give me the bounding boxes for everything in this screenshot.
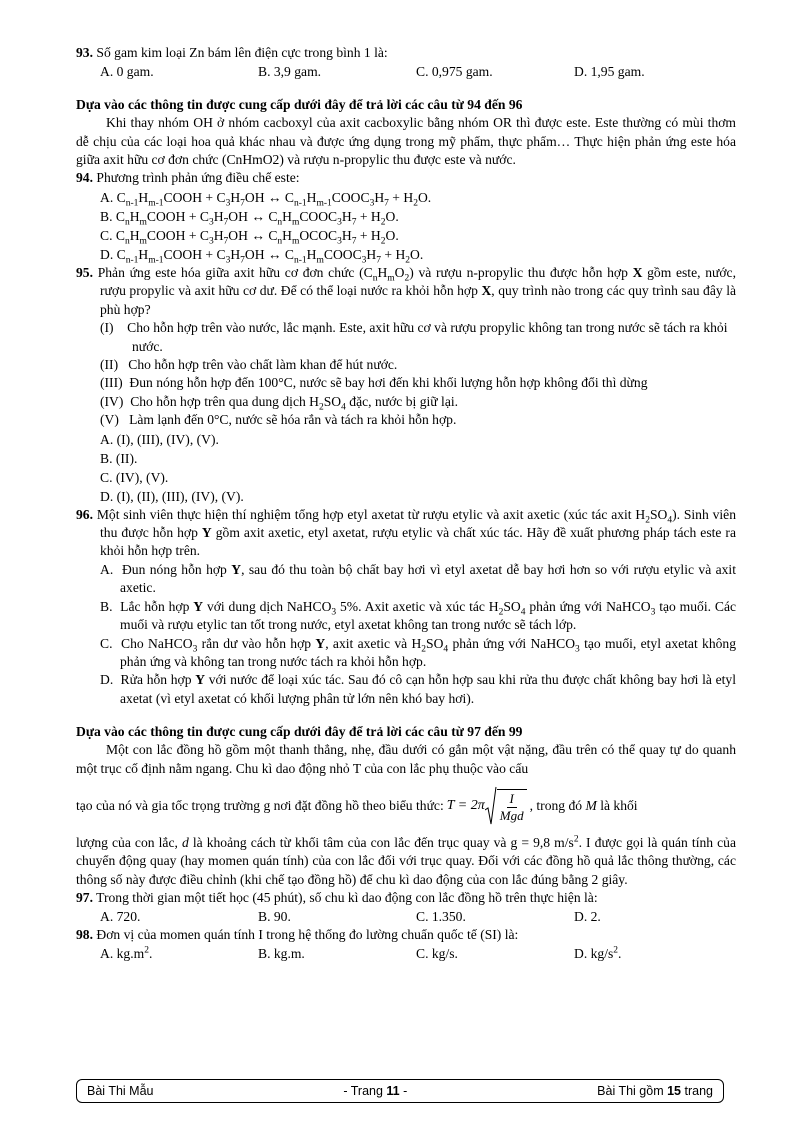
question-93 xyxy=(76,44,736,63)
option-b: B. Lắc hỗn hợp Y với dung dịch NaHCO$_3$ 5%. Axit axetic và xúc tác $H_2SO_4$ phản ứng với NaHCO$_3$ tạo muối. Các muối và rượu etylic tan tốt trong nước, etyl axetat không tan trong nước sẽ tách lớp. xyxy=(100,598,737,633)
footer-total-suffix: trang xyxy=(681,1084,713,1098)
option-d: D. Rửa hỗn hợp Y với nước để loại xúc tác. Sau đó cô cạn hỗn hợp sau khi rửa thu được chất không bay hơi là etyl axetat (vì etyl axetat có khối lượng phân tử lớn nên khó bay hơi). xyxy=(100,672,736,706)
footer-page-number xyxy=(343,1084,407,1098)
footer-left: Bài Thi Mẫu xyxy=(87,1084,154,1098)
question-text: Số gam kim loại Zn bám lên điện cực trong bình 1 là: xyxy=(93,45,388,60)
footer-total-prefix: Bài Thi gồm xyxy=(597,1084,668,1098)
formula-suffix: , trong đó M là khối xyxy=(529,797,638,813)
option-c: C. Cho NaHCO$_3$ rắn dư vào hỗn hợp Y, axit axetic và $H_2SO_4$ phản ứng với NaHCO$_3$ tạo muối, etyl axetat không phản ứng và không tan trong nước tách ra khỏi hỗn hợp. xyxy=(100,635,737,669)
exam-page xyxy=(76,44,736,964)
question-94 xyxy=(76,169,736,188)
question-95: 95. Phản ứng este hóa giữa axit hữu cơ đơn chức $(C_nH_mO_2)$ và rượu n-propylic thu được hỗn hợp X gồm este, nước, rượu propylic và axit hữu cơ dư. Để có thể loại nước ra khỏi hỗn hợp X, quy trình nào trong các quy trình sau đây là phù hợp? xyxy=(76,265,737,317)
option-a: A. $C_{n-1}H_{m-1}COOH + C_3H_7OH$ ↔ $C_{n-1}H_{m-1}COOC_3H_7 + H_2O$. xyxy=(100,190,432,209)
question-number: 98. xyxy=(76,927,93,943)
question-text: Trong thời gian một tiết học (45 phút), số chu kì dao động con lắc đồng hồ trên thực hiện là: xyxy=(93,890,598,906)
step-5: (V) Làm lạnh đến 0°C, nước sẽ hóa rắn và tách ra khỏi hỗn hợp. xyxy=(100,412,457,428)
option-b: B. kg.m. xyxy=(258,945,305,961)
option-b: B. 90. xyxy=(258,908,291,924)
question-96: 96. Một sinh viên thực hiện thí nghiệm tổng hợp etyl axetat từ rượu etylic và axit axetic (xúc tác axit $H_2SO_4$). Sinh viên thu được hỗn hợp Y gồm axit axetic, etyl axetat, rượu etylic và chất xúc tác. Hãy đề xuất phương pháp tách este ra khỏi hỗn hợp trên. xyxy=(76,506,736,559)
step-1: (I) Cho hỗn hợp trên vào nước, lắc mạnh. Este, axit hữu cơ và rượu propylic không tan trong nước sẽ tách ra khỏi nước. xyxy=(100,320,728,354)
question-98 xyxy=(76,926,736,945)
sqrt-sign xyxy=(485,786,527,826)
page-footer xyxy=(76,1079,724,1103)
question-number: 96. xyxy=(76,506,93,522)
option-c: C. 1.350. xyxy=(416,908,466,924)
option-a: A. 720. xyxy=(100,908,141,924)
step-4: (IV) Cho hỗn hợp trên qua dung dịch $H_2SO_4$ đặc, nước bị giữ lại. xyxy=(100,393,459,413)
option-d: D. $kg/s^2$. xyxy=(574,945,622,961)
option-c: C. (IV), (V). xyxy=(100,469,169,485)
option-a: A. $kg.m^2$. xyxy=(100,945,153,961)
options-93 xyxy=(76,63,736,82)
question-number: 97. xyxy=(76,890,93,906)
options-97 xyxy=(76,908,736,927)
question-number: 95. xyxy=(76,265,93,280)
option-d: D. 2. xyxy=(574,908,601,924)
question-number: 94. xyxy=(76,170,93,186)
question-97 xyxy=(76,889,736,908)
option-b: B. (II). xyxy=(100,450,138,466)
option-b: B. 3,9 gam. xyxy=(258,63,322,79)
question-text: Đơn vị của momen quán tính I trong hệ thống đo lường chuẩn quốc tế (SI) là: xyxy=(93,927,519,943)
question-text: Phương trình phản ứng điều chế este: xyxy=(93,170,300,186)
footer-page-suffix: - xyxy=(399,1084,408,1098)
option-d: D. (I), (II), (III), (IV), (V). xyxy=(100,488,244,504)
formula-prefix: tạo của nó và gia tốc trọng trường g nơi đặt đồng hồ theo biểu thức: xyxy=(76,797,444,813)
option-a: A. Đun nóng hỗn hợp Y, sau đó thu toàn bộ chất bay hơi vì etyl axetat dễ bay hơi hơn so với rượu etylic và axit axetic. xyxy=(100,561,736,596)
section-heading-94-96: Dựa vào các thông tin được cung cấp dưới đây để trả lời các câu từ 94 đến 96 xyxy=(76,97,523,113)
section-heading-97-99: Dựa vào các thông tin được cung cấp dưới đây để trả lời các câu từ 97 đến 99 xyxy=(76,724,523,740)
period-formula xyxy=(447,786,527,826)
footer-total-value: 15 xyxy=(667,1084,682,1098)
fraction-numerator: I xyxy=(507,792,517,808)
fraction-denominator: Mgd xyxy=(499,807,524,823)
step-3: (III) Đun nóng hỗn hợp đến 100°C, nước sẽ bay hơi đến khi khối lượng hỗn hợp không đổi thì dừng xyxy=(100,375,648,391)
formula-line xyxy=(76,778,736,834)
formula-lhs: T = 2π xyxy=(446,797,485,813)
footer-page-value: 11 xyxy=(386,1084,400,1098)
options-98 xyxy=(76,945,736,964)
section-intro-97-99: Một con lắc đồng hồ gồm một thanh thẳng, nhẹ, đầu dưới có gắn một vật nặng, đầu trên có thể quay tự do quanh một trục cố định nằm ngang. Chu kì dao động nhỏ T của con lắc phụ thuộc vào cấu xyxy=(76,742,736,776)
footer-page-prefix: - Trang xyxy=(343,1084,387,1098)
option-a: A. (I), (III), (IV), (V). xyxy=(100,431,219,447)
radical-icon xyxy=(485,786,497,826)
section-body-97-99: lượng của con lắc, d là khoảng cách từ khối tâm của con lắc đến trục quay và g = 9,8 $m/s^2$. I được gọi là quán tính của chuyển động quay (hay momen quán tính) của con lắc đối với trục quay. Đối với các đồng hồ quả lắc thông thường, các thông số này được điều chỉnh (khi chế tạo đồng hồ) để chu kì dao động của con lắc đúng bằng 2 giây. xyxy=(76,834,736,887)
footer-right xyxy=(597,1084,713,1098)
option-c: C. kg/s. xyxy=(416,945,458,961)
option-d: D. $C_{n-1}H_{m-1}COOH + C_3H_7OH$ ↔ $C_{n-1}H_mCOOC_3H_7 + H_2O$. xyxy=(100,247,424,266)
option-c: C. $C_nH_mCOOH + C_3H_7OH$ ↔ $C_nH_mOCOC_3H_7 + H_2O$. xyxy=(100,228,399,247)
option-b: B. $C_nH_mCOOH + C_3H_7OH$ ↔ $C_nH_mCOOC_3H_7 + H_2O$. xyxy=(100,209,399,228)
option-a: A. 0 gam. xyxy=(100,63,154,79)
option-d: D. 1,95 gam. xyxy=(574,63,645,79)
section-intro-94-96: Khi thay nhóm OH ở nhóm cacboxyl của axit cacboxylic bằng nhóm OR thì được este. Este thường có mùi thơm dễ chịu của các loại hoa quả khác nhau và được ứng dụng trong mỹ phẩm, thực phẩm… Thực hiện phản ứng este hóa giữa axit hữu cơ đơn chức (CnHmO2) và rượu n-propylic thu được este và nước. xyxy=(76,115,736,167)
question-number: 93. xyxy=(76,45,93,60)
formula-fraction xyxy=(497,789,527,823)
option-c: C. 0,975 gam. xyxy=(416,63,493,79)
step-2: (II) Cho hỗn hợp trên vào chất làm khan để hút nước. xyxy=(100,357,398,373)
